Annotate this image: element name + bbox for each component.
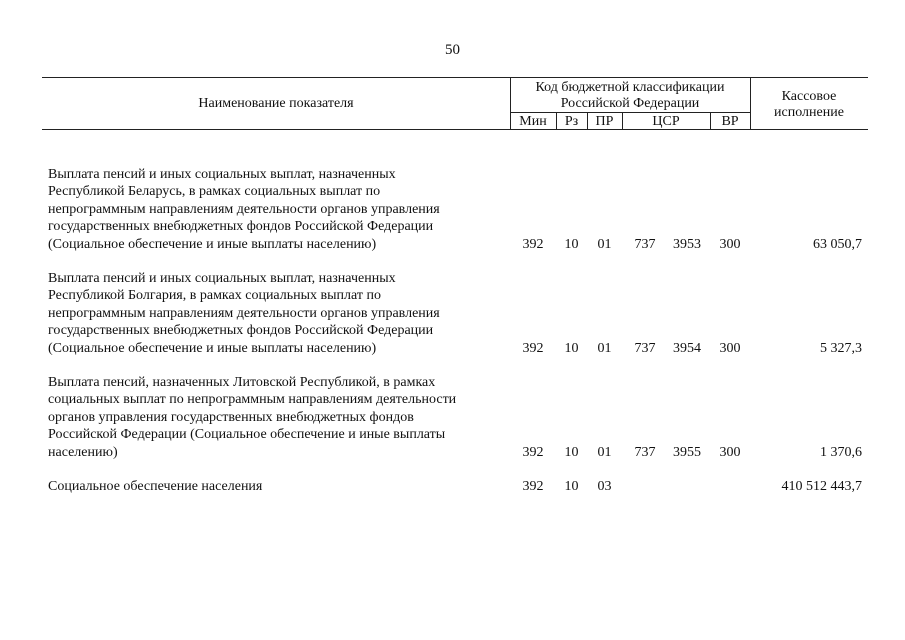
- row-amount: 410 512 443,7: [781, 479, 862, 494]
- header-code-group-line1: Код бюджетной классификации: [535, 80, 725, 95]
- row-vr: 300: [719, 341, 741, 356]
- description-line: государственных внебюджетных фондов Российской Федерации: [48, 219, 434, 235]
- header-csr: ЦСР: [652, 114, 680, 129]
- description-line: Выплата пенсий и иных социальных выплат, назначенных: [48, 271, 396, 286]
- description-line: (Социальное обеспечение и иные выплаты населению): [48, 236, 377, 252]
- row-csr-program: 737: [634, 341, 656, 356]
- header-pr: ПР: [595, 114, 614, 129]
- row-min: 392: [522, 237, 544, 252]
- header-name-column: Наименование показателя: [198, 96, 354, 111]
- row-rz: 10: [564, 237, 579, 252]
- description-line: органов управления государственных внебюджетных фондов: [48, 409, 414, 425]
- row-amount: 63 050,7: [813, 237, 862, 252]
- header-code-group-line2: Российской Федерации: [560, 96, 700, 111]
- description-line: государственных внебюджетных фондов Российской Федерации: [48, 323, 434, 339]
- description-line: (Социальное обеспечение и иные выплаты населению): [48, 340, 377, 356]
- row-pr: 01: [597, 445, 612, 460]
- description-line: непрограммным направлениям деятельности органов управления: [48, 305, 440, 321]
- row-rz: 10: [564, 341, 579, 356]
- description-line: Выплата пенсий и иных социальных выплат, назначенных: [48, 167, 396, 182]
- row-rz: 10: [564, 445, 579, 460]
- row-vr: 300: [719, 237, 741, 252]
- header-top-border: [42, 77, 868, 78]
- row-amount: 5 327,3: [820, 341, 862, 356]
- row-csr-direction: 3953: [673, 237, 701, 252]
- row-description: [48, 166, 498, 253]
- header-min: Мин: [519, 114, 547, 129]
- row-description: [48, 374, 498, 461]
- header-rz: Рз: [564, 114, 579, 129]
- row-pr: 01: [597, 237, 612, 252]
- row-description: [48, 270, 498, 357]
- row-min: 392: [522, 445, 544, 460]
- row-csr-direction: 3955: [673, 445, 701, 460]
- row-csr-program: 737: [634, 445, 656, 460]
- header-vr: ВР: [721, 114, 739, 129]
- description-line: Выплата пенсий, назначенных Литовской Республикой, в рамках: [48, 375, 436, 390]
- row-min: 392: [522, 341, 544, 356]
- header-cash-line2: исполнение: [774, 105, 844, 120]
- row-amount: 1 370,6: [820, 445, 862, 460]
- description-line: непрограммным направлениям деятельности органов управления: [48, 201, 440, 217]
- row-rz: 10: [564, 479, 579, 494]
- description-line: Социальное обеспечение населения: [48, 479, 263, 494]
- description-line: Российской Федерации (Социальное обеспечение и иные выплаты: [48, 427, 446, 443]
- row-csr-direction: 3954: [673, 341, 701, 356]
- page-number: 50: [445, 42, 460, 58]
- header-cash-line1: Кассовое: [781, 89, 837, 104]
- row-csr-program: 737: [634, 237, 656, 252]
- description-line: Республикой Болгария, в рамках социальных выплат по: [48, 288, 381, 304]
- row-pr: 03: [597, 479, 612, 494]
- description-line: населению): [48, 444, 118, 460]
- row-pr: 01: [597, 341, 612, 356]
- row-min: 392: [522, 479, 544, 494]
- description-line: Республикой Беларусь, в рамках социальных выплат по: [48, 184, 381, 200]
- description-line: социальных выплат по непрограммным направлениям деятельности: [48, 392, 457, 408]
- row-vr: 300: [719, 445, 741, 460]
- row-description: [48, 478, 498, 495]
